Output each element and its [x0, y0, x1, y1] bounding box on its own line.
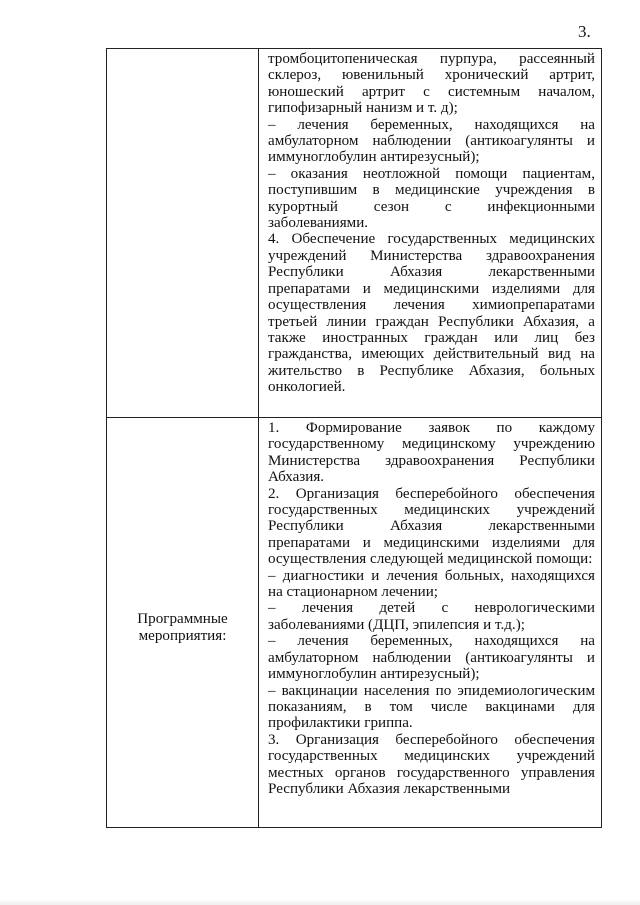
row2-label-line: Программные: [137, 611, 228, 627]
row2-paragraph: 3. Организация бесперебойного обеспечения государственных медицинских учреждений местных органов государственного управления Республики Абхазия лекарственными: [268, 731, 595, 797]
page-number: 3.: [578, 22, 591, 41]
row-divider: [107, 417, 601, 418]
row2-content-cell: [268, 420, 595, 797]
row1-paragraph: – оказания неотложной помощи пациентам, поступившим в медицинские учреждения в курортный сезон с инфекционными заболеваниями.: [268, 165, 595, 232]
row2-paragraph: 1. Формирование заявок по каждому государственному медицинскому учреждению Министерства здравоохранения Республики Абхазия.: [268, 420, 595, 486]
row1-paragraph: – лечения беременных, находящихся на амбулаторном наблюдении (антикоагулянты и иммуноглобулин антирезусный);: [268, 116, 595, 166]
row2-paragraph: – лечения беременных, находящихся на амбулаторном наблюдении (антикоагулянты и иммуноглобулин антирезусный);: [268, 633, 595, 683]
row1-paragraph: тромбоцитопеническая пурпура, рассеянный склероз, ювенильный хронический артрит, юношеский артрит с системным началом, гипофизарный нанизм и т. д);: [268, 51, 595, 117]
scan-edge-shadow: [0, 899, 640, 905]
column-divider: [258, 49, 259, 827]
row1-paragraph: 4. Обеспечение государственных медицинских учреждений Министерства здравоохранения Республики Абхазия лекарственными препаратами и медицинскими изделиями для осуществления лечения химиопрепаратами третьей линии граждан Республики Абхазия, а также иностранных граждан или лиц без гражданства, имеющих действительный вид на жительство в Республике Абхазия, больных онкологией.: [268, 231, 595, 396]
row2-label-cell: [107, 611, 258, 645]
row2-paragraph: – вакцинации населения по эпидемиологическим показаниям, в том числе вакцинами для профилактики гриппа.: [268, 682, 595, 732]
row2-label-line: мероприятия:: [138, 628, 227, 644]
row1-content-cell: [268, 51, 595, 396]
row2-paragraph: – диагностики и лечения больных, находящихся на стационарном лечении;: [268, 567, 595, 601]
row2-paragraph: 2. Организация бесперебойного обеспечения государственных медицинских учреждений Республики Абхазия лекарственными препаратами и медицинскими изделиями для осуществления следующей медицинской помощи:: [268, 485, 595, 568]
row2-paragraph: – лечения детей с неврологическими заболеваниями (ДЦП, эпилепсия и т.д.);: [268, 600, 595, 633]
program-table: [106, 48, 602, 828]
